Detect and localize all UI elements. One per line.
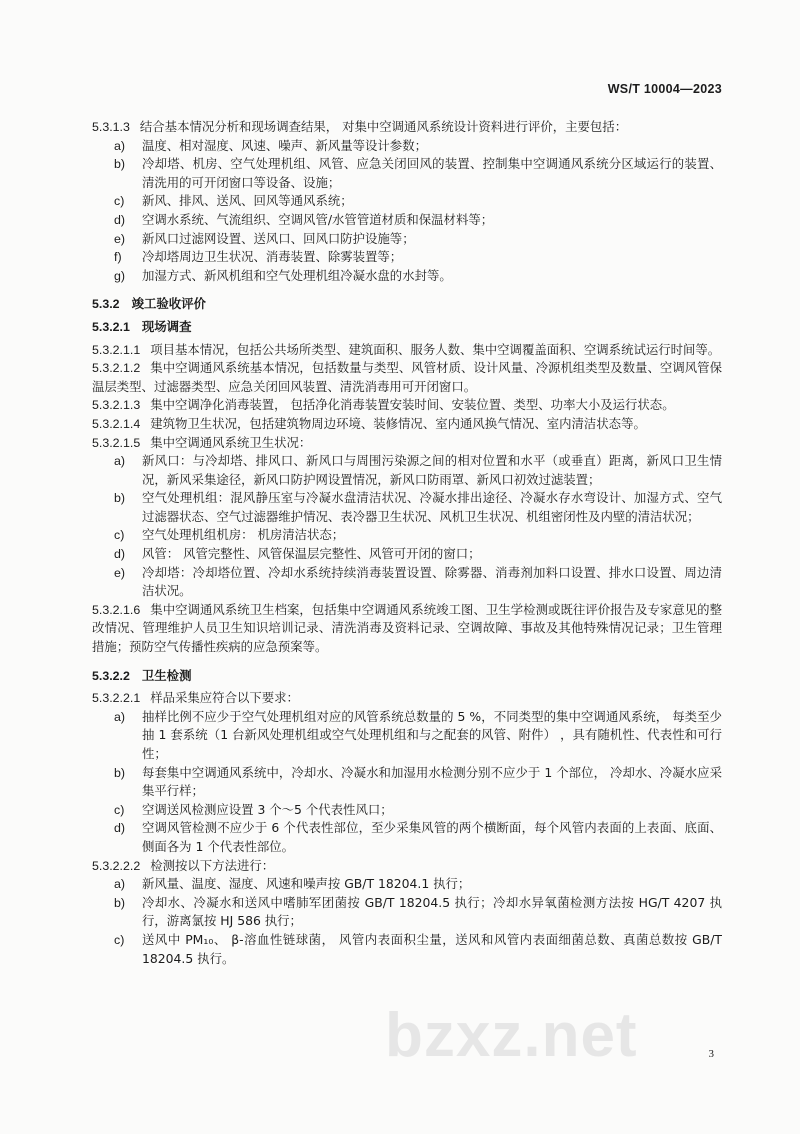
clause-number: 5.3.2.2.2 <box>92 858 141 873</box>
list-label: a) <box>114 454 126 469</box>
clause-text: 检测按以下方法进行： <box>150 857 275 873</box>
clause-number: 5.3.2.2.1 <box>92 691 141 706</box>
watermark: bzxz.net <box>385 1001 638 1070</box>
list-item <box>92 931 722 968</box>
list-label: d) <box>114 821 126 836</box>
list-text: 空气处理机组机房： 机房清洁状态； <box>142 527 345 543</box>
section-title: 竣工验收评价 <box>131 296 206 312</box>
list-text: 冷却塔、机房、空气处理机组、风管、应急关闭回风的装置、控制集中空调通风系统分区域运行的装置、清洗用的可开闭窗口等设备、设施； <box>142 156 722 190</box>
list-label: d) <box>114 547 126 562</box>
list-text: 温度、相对湿度、风速、噪声、新风量等设计参数； <box>142 137 427 153</box>
clause-text: 建筑物卫生状况，包括建筑物周边环境、装修情况、室内通风换气情况、室内清洁状态等。 <box>150 415 646 431</box>
clause-text: 集中空调通风系统卫生状况： <box>150 434 312 450</box>
list-label: b) <box>114 895 126 910</box>
clause-5-3-2-1-1 <box>92 341 722 360</box>
page-number: 3 <box>708 1048 714 1060</box>
list-label: c) <box>114 194 125 209</box>
list-text: 空调送风检测应设置 3 个～5 个代表性风口； <box>142 801 393 817</box>
clause-number: 5.3.2.1.3 <box>92 398 141 413</box>
clause-text: 结合基本情况分析和现场调查结果， 对集中空调通风系统设计资料进行评价，主要包括： <box>139 119 628 134</box>
clause-5-3-2-1-4 <box>92 415 722 434</box>
clause-5-3-2-2-2-list <box>92 875 722 968</box>
list-item <box>92 248 722 267</box>
clause-5-3-2-1-5-list <box>92 452 722 601</box>
list-item <box>92 545 722 564</box>
list-item <box>92 875 722 894</box>
list-item <box>92 192 722 211</box>
section-number: 5.3.2 <box>92 297 120 312</box>
section-number: 5.3.2.2 <box>92 668 130 683</box>
list-item <box>92 137 722 156</box>
list-label: e) <box>114 231 126 246</box>
clause-number: 5.3.2.1.6 <box>92 602 141 617</box>
list-label: a) <box>114 138 126 153</box>
list-item <box>92 801 722 820</box>
list-label: d) <box>114 212 126 227</box>
list-text: 风管： 风管完整性、风管保温层完整性、风管可开闭的窗口； <box>142 546 481 562</box>
list-label: b) <box>114 765 126 780</box>
standard-number: WS/T 10004—2023 <box>607 82 722 96</box>
list-text: 新风量、温度、湿度、风速和噪声按 GB/T 18204.1 执行； <box>142 876 471 892</box>
list-text: 空气处理机组：混风静压室与冷凝水盘清洁状况、冷凝水排出途径、冷凝水存水弯设计、加湿方式、空气过滤器状态、空气过滤器维护情况、表冷器卫生状况、风机卫生状况、机组密闭性及内壁的清洁状况； <box>142 490 722 524</box>
document-body <box>92 118 722 968</box>
clause-text: 样品采集应符合以下要求： <box>150 690 299 706</box>
clause-text: 集中空调净化消毒装置， 包括净化消毒装置安装时间、安装位置、类型、功率大小及运行状态。 <box>150 397 675 413</box>
clause-5-3-1-3 <box>92 118 722 137</box>
section-title: 现场调查 <box>141 318 192 334</box>
clause-5-3-2-2-1 <box>92 689 722 708</box>
clause-5-3-2-1-3 <box>92 396 722 415</box>
list-text: 每套集中空调通风系统中，冷却水、冷凝水和加湿用水检测分别不应少于 1 个部位， 冷却水、冷凝水应采集平行样； <box>142 764 722 799</box>
list-item <box>92 526 722 545</box>
list-label: a) <box>114 877 126 892</box>
list-text: 冷却塔周边卫生状况、消毒装置、除雾装置等； <box>142 249 403 265</box>
list-text: 抽样比例不应少于空气处理机组对应的风管系统总数量的 5 %，不同类型的集中空调通风系统， 每类至少抽 1 套系统（1 台新风处理机组或空气处理机组和与之配套的风管、附件） ，具有随机性、代表性和可行性； <box>142 708 722 761</box>
list-label: e) <box>114 565 126 580</box>
clause-number: 5.3.1.3 <box>92 120 130 134</box>
list-item <box>92 764 722 801</box>
list-text: 新风、排风、送风、回风等通风系统； <box>142 193 353 209</box>
list-label: c) <box>114 528 125 543</box>
list-item <box>92 708 722 764</box>
list-text: 加湿方式、新风机组和空气处理机组冷凝水盘的水封等。 <box>142 267 452 283</box>
list-text: 空调风管检测不应少于 6 个代表性部位，至少采集风管的两个横断面，每个风管内表面的上表面、底面、侧面各为 1 个代表性部位。 <box>142 820 722 854</box>
list-label: c) <box>114 932 125 947</box>
section-heading-5-3-2-2 <box>92 667 722 686</box>
list-item <box>92 230 722 249</box>
list-label: f) <box>114 250 122 265</box>
clause-5-3-2-1-5 <box>92 434 722 453</box>
list-text: 冷却塔：冷却塔位置、冷却水系统持续消毒装置设置、除雾器、消毒剂加料口设置、排水口设置、周边清洁状况。 <box>142 564 722 599</box>
list-label: b) <box>114 491 126 506</box>
clause-5-3-2-1-2 <box>92 359 722 396</box>
list-item <box>92 211 722 230</box>
list-label: a) <box>114 709 126 724</box>
list-label: b) <box>114 157 126 172</box>
clause-number: 5.3.2.1.2 <box>92 361 141 376</box>
section-title: 卫生检测 <box>141 667 192 683</box>
section-heading-5-3-2 <box>92 295 722 314</box>
clause-5-3-2-2-1-list <box>92 708 722 857</box>
clause-text: 集中空调通风系统基本情况，包括数量与类型、风管材质、设计风量、冷源机组类型及数量、空调风管保温层类型、过滤器类型、应急关闭回风装置、清洗消毒用可开闭窗口。 <box>92 360 722 394</box>
list-text: 送风中 PM₁₀、 β-溶血性链球菌， 风管内表面积尘量，送风和风管内表面细菌总数、真菌总数按 GB/T 18204.5 执行。 <box>142 931 722 966</box>
list-item <box>92 155 722 192</box>
clause-5-3-2-2-2 <box>92 857 722 876</box>
list-item <box>92 564 722 601</box>
list-text: 新风口：与冷却塔、排风口、新风口与周围污染源之间的相对位置和水平（或垂直）距离，新风口卫生情况，新风采集途径，新风口防护网设置情况，新风口防雨罩、新风口初效过滤装置； <box>142 453 722 487</box>
clause-5-3-1-3-list <box>92 137 722 286</box>
clause-number: 5.3.2.1.5 <box>92 435 141 450</box>
section-number: 5.3.2.1 <box>92 319 130 334</box>
list-item <box>92 452 722 489</box>
clause-5-3-2-1-6 <box>92 601 722 657</box>
list-text: 新风口过滤网设置、送风口、回风口防护设施等； <box>142 230 415 246</box>
list-item <box>92 489 722 526</box>
list-label: c) <box>114 802 125 817</box>
list-item <box>92 267 722 286</box>
clause-number: 5.3.2.1.1 <box>92 342 141 357</box>
list-text: 空调水系统、气流组织、空调风管/水管管道材质和保温材料等； <box>142 211 494 227</box>
clause-text: 项目基本情况，包括公共场所类型、建筑面积、服务人数、集中空调覆盖面积、空调系统试运行时间等。 <box>150 341 721 357</box>
section-heading-5-3-2-1 <box>92 318 722 337</box>
clause-text: 集中空调通风系统卫生档案，包括集中空调通风系统竣工图、卫生学检测或既往评价报告及专家意见的整改情况、管理维护人员卫生知识培训记录、清洗消毒及资料记录、空调故障、事故及其他特殊情况记录；卫生管理措施；预防空气传播性疾病的应急预案等。 <box>92 601 722 655</box>
list-text: 冷却水、冷凝水和送风中嗜肺军团菌按 GB/T 18204.5 执行；冷却水异氧菌检测方法按 HG/T 4207 执行，游离氯按 HJ 586 执行； <box>142 894 722 929</box>
list-label: g) <box>114 268 126 283</box>
clause-number: 5.3.2.1.4 <box>92 416 141 431</box>
list-item <box>92 894 722 931</box>
list-item <box>92 819 722 856</box>
